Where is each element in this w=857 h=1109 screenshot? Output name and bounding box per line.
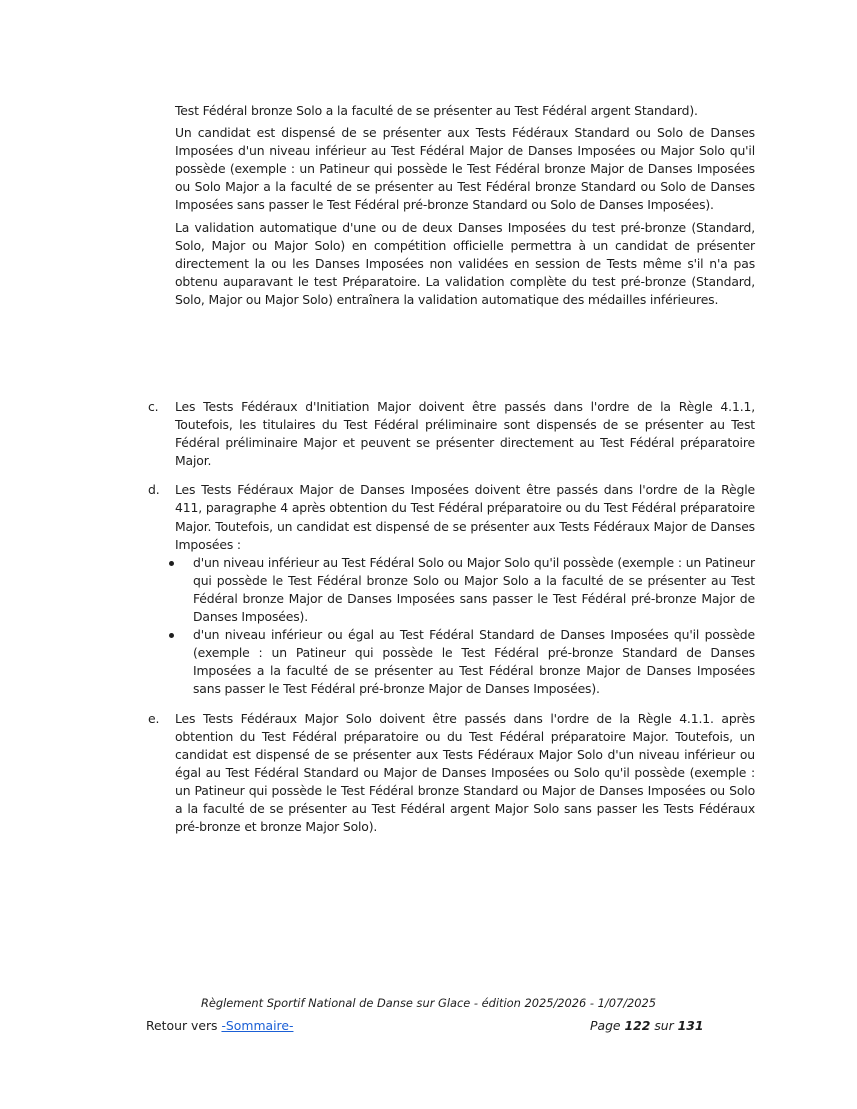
list-marker: d. <box>148 482 160 498</box>
list-item-text: Les Tests Fédéraux Major Solo doivent être passés dans l'ordre de la Règle 4.1.1. après obtention du Test Fédéral préparatoire ou du Test Fédéral préparatoire Major. Toutefois, un candidat est dispensé de se présenter aux Tests Fédéraux Major Solo d'un niveau inférieur ou égal au Test Fédéral Standard ou Major de Danses Imposées ou Solo qu'il possède (exemple : un Patineur qui possède le Test Fédéral bronze Standard ou Major de Danses Imposées ou Solo a la faculté de se présenter au Test Fédéral argent Major Solo sans passer les Tests Fédéraux pré-bronze et bronze Major Solo). <box>175 710 755 835</box>
bullet-text: d'un niveau inférieur ou égal au Test Fédéral Standard de Danses Imposées qu'il possède (exemple : un Patineur qui possède le Test Fédéral pré-bronze Standard de Danses Imposées a la faculté de se présenter au Test Fédéral bronze Major de Danses Imposées sans passer le Test Fédéral pré-bronze Major de Danses Imposées). <box>193 627 755 697</box>
footer-back <box>146 1018 293 1033</box>
page-label: Page <box>590 1018 625 1033</box>
list-marker: c. <box>148 399 159 414</box>
list-marker: e. <box>148 710 160 726</box>
page-total: 131 <box>677 1018 704 1033</box>
sommaire-link[interactable]: -Sommaire- <box>221 1018 294 1033</box>
paragraph: La validation automatique d'une ou de deux Danses Imposées du test pré-bronze (Standard, Solo, Major ou Major Solo) en compétition officielle permettra à un candidat de présenter directement la ou les Danses Imposées non validées en session de Tests même s'il n'a pas obtenu auparavant le test Préparatoire. La validation complète du test pré-bronze (Standard, Solo, Major ou Major Solo) entraînera la validation automatique des médailles inférieures. <box>175 219 755 307</box>
lettered-list <box>148 398 755 847</box>
bullet-icon <box>169 554 193 626</box>
list-item-d <box>148 481 755 698</box>
page-number <box>590 1018 704 1033</box>
bullet-text: d'un niveau inférieur au Test Fédéral Solo ou Major Solo qu'il possède (exemple : un Patineur qui possède le Test Fédéral bronze Solo ou Major Solo a la faculté de se présenter au Test Fédéral bronze Major de Danses Imposées sans passer le Test Fédéral pré-bronze Major de Danses Imposées). <box>193 554 755 625</box>
list-item-text: Les Tests Fédéraux d'Initiation Major doivent être passés dans l'ordre de la Règle 4.1.1, Toutefois, les titulaires du Test Fédéral préliminaire sont dispensés de se présenter au Test Fédéral préliminaire Major et peuvent se présenter directement au Test Fédéral préparatoire Major. <box>175 399 755 469</box>
list-item-text: Les Tests Fédéraux Major de Danses Imposées doivent être passés dans l'ordre de la Règle 411, paragraphe 4 après obtention du Test Fédéral préparatoire ou du Test Fédéral préparatoire Major. Toutefois, un candidat est dispensé de se présenter aux Tests Fédéraux Major de Danses Imposées : <box>175 482 755 552</box>
list-item-e <box>148 710 755 837</box>
paragraph: Test Fédéral bronze Solo a la faculté de se présenter au Test Fédéral argent Standard). <box>175 103 698 118</box>
page-separator: sur <box>650 1018 678 1033</box>
bullet-icon <box>169 626 193 698</box>
footer-back-label: Retour vers <box>146 1018 222 1033</box>
paragraph: Un candidat est dispensé de se présenter aux Tests Fédéraux Standard ou Solo de Danses Imposées d'un niveau inférieur au Test Fédéral Major de Danses Imposées ou Major Solo qu'il possède (exemple : un Patineur qui possède le Test Fédéral bronze Major de Danses Imposées ou Solo Major a la faculté de se présenter au Test Fédéral bronze Standard ou Solo de Danses Imposées sans passer le Test Fédéral pré-bronze Standard ou Solo de Danses Imposées). <box>175 125 755 213</box>
continuation-text <box>175 102 755 313</box>
list-item-c <box>148 398 755 470</box>
bullet-list <box>175 554 755 699</box>
list-item-body <box>175 481 755 698</box>
footer-title: Règlement Sportif National de Danse sur Glace - édition 2025/2026 - 1/07/2025 <box>200 996 657 1010</box>
bullet-item <box>169 626 755 698</box>
page-current: 122 <box>624 1018 651 1033</box>
bullet-item <box>169 554 755 626</box>
